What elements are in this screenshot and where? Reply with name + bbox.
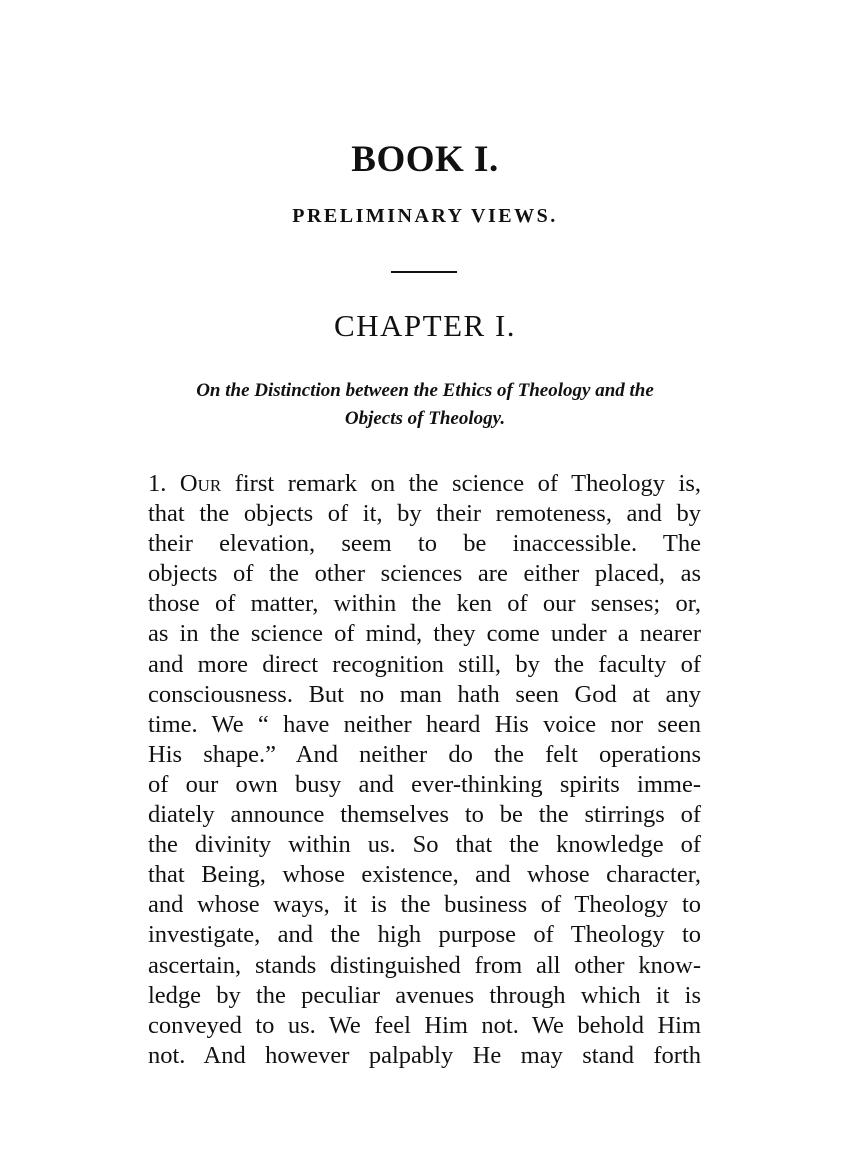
paragraph-line: that the objects of it, by their remoteness, and by [148, 500, 701, 528]
section-divider-rule [391, 271, 457, 273]
paragraph-line: consciousness. But no man hath seen God at any [148, 680, 701, 708]
paragraph-line: and more direct recognition still, by the faculty of [148, 650, 701, 678]
paragraph-line: the divinity within us. So that the knowledge of [148, 831, 701, 859]
paragraph-line: as in the science of mind, they come under a nearer [148, 620, 701, 648]
book-title: BOOK I. [351, 139, 499, 180]
paragraph-line: of our own busy and ever-thinking spirits imme- [148, 770, 701, 798]
paragraph-line: that Being, whose existence, and whose character, [148, 861, 701, 889]
chapter-heading-line: Objects of Theology. [344, 408, 506, 429]
chapter-heading [143, 377, 707, 433]
book-subtitle: PRELIMINARY VIEWS. [292, 205, 558, 227]
paragraph-lead-word: Our [179, 470, 222, 497]
paragraph-line: His shape.” And neither do the felt operations [148, 740, 701, 768]
paragraph-line: their elevation, seem to be inaccessible. The [148, 530, 701, 558]
paragraph-line: investigate, and the high purpose of Theology to [148, 921, 701, 949]
paragraph-line: not. And however palpably He may stand forth [148, 1041, 701, 1069]
paragraph-first-line-text: first remark on the science of Theology is, [234, 470, 702, 497]
paragraph-number: 1. [148, 470, 167, 497]
paragraph-line: ledge by the peculiar avenues through which it is [148, 981, 701, 1009]
paragraph-line: ascertain, stands distinguished from all other know- [148, 951, 701, 979]
paragraph-line: diately announce themselves to be the stirrings of [148, 801, 701, 829]
paragraph-line: conveyed to us. We feel Him not. We behold Him [148, 1011, 701, 1039]
paragraph-line: objects of the other sciences are either placed, as [148, 560, 701, 588]
paragraph-first-line [148, 469, 701, 499]
paragraph-line: and whose ways, it is the business of Theology to [148, 891, 701, 919]
body-paragraph [148, 469, 701, 1071]
paragraph-line: time. We “ have neither heard His voice nor seen [148, 710, 701, 738]
chapter-title: CHAPTER I. [333, 308, 517, 343]
paragraph-line: those of matter, within the ken of our senses; or, [148, 590, 701, 618]
chapter-heading-line: On the Distinction between the Ethics of Theology and the [196, 380, 654, 401]
